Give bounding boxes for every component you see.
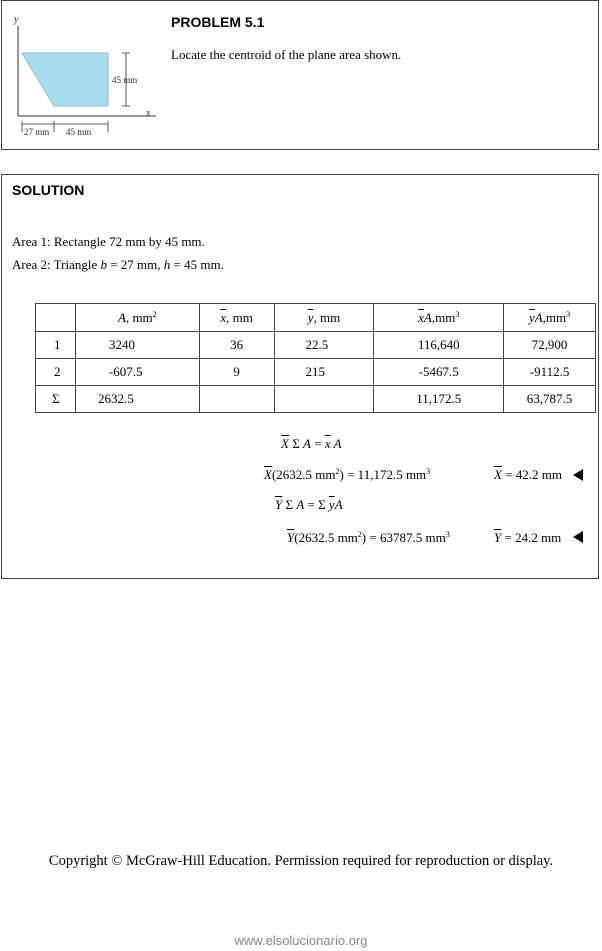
cell: 1 xyxy=(36,332,76,359)
centroid-figure xyxy=(8,10,168,140)
cell: 9 xyxy=(199,359,274,386)
cell: 36 xyxy=(199,332,274,359)
cell: 63,787.5 xyxy=(504,386,596,413)
cell: 11,172.5 xyxy=(374,386,504,413)
problem-statement: Locate the centroid of the plane area shown. xyxy=(171,47,402,62)
table-header-row xyxy=(36,304,596,332)
table-row xyxy=(36,332,596,359)
table-row xyxy=(36,386,596,413)
answer-marker-icon xyxy=(573,469,583,481)
table-row xyxy=(36,359,596,386)
cell: 22.5 xyxy=(274,332,374,359)
cell: -9112.5 xyxy=(504,359,596,386)
watermark-link[interactable]: www.elsolucionario.org xyxy=(234,933,368,948)
cell xyxy=(274,386,374,413)
answer-x: $\overline{X} = 42.2$ mm xyxy=(494,467,563,482)
base-dimension: 27 mm xyxy=(24,127,50,137)
problem-title: PROBLEM 5.1 xyxy=(171,14,265,30)
x-axis-label: x xyxy=(146,108,151,119)
plane-area-shape xyxy=(22,53,108,106)
area2-description: Area 2: Triangle b = 27 mm, h = 45 mm. xyxy=(12,257,224,272)
cell: -5467.5 xyxy=(374,359,504,386)
cell xyxy=(199,386,274,413)
cell: 3240 xyxy=(75,332,199,359)
cell: 72,900 xyxy=(504,332,596,359)
cell: -607.5 xyxy=(75,359,199,386)
header-xbar: $\overline{x}$, mm xyxy=(199,304,274,332)
centroid-table xyxy=(35,303,596,413)
equation-y-substituted: $\overline{Y}(2632.5$ $mm^2) = 63787.5$ $mm^3$ xyxy=(287,530,450,545)
copyright-notice: Copyright © McGraw-Hill Education. Permission required for reproduction or display. xyxy=(48,853,554,869)
cell: 2632.5 xyxy=(75,386,199,413)
width-dimension: 45 mm xyxy=(66,127,92,137)
height-dimension: 45 mm xyxy=(112,75,138,85)
area1-description: Area 1: Rectangle 72 mm by 45 mm. xyxy=(12,234,205,249)
header-area: A, $mm^2$ xyxy=(75,304,199,332)
header-ybar-a: $\overline{y}A,mm^3$ xyxy=(504,304,596,332)
cell: 116,640 xyxy=(374,332,504,359)
equation-y-general: $\overline{Y}$ Σ A = Σ $\overline{y}A$ xyxy=(275,497,343,512)
answer-y: $\overline{Y} = 24.2$ mm xyxy=(494,530,562,545)
cell: 2 xyxy=(36,359,76,386)
cell: Σ xyxy=(36,386,76,413)
equation-x-general: $\overline{X}$ Σ $A = \overline{x}$ A xyxy=(281,436,342,451)
header-ybar: $\overline{y}$, mm xyxy=(274,304,374,332)
solution-title: SOLUTION xyxy=(12,182,85,198)
header-xbar-a: $\overline{x}A,mm^3$ xyxy=(374,304,504,332)
equation-x-substituted: $\overline{X}(2632.5$ $mm^2) = 11,172.5$ $mm^3$ xyxy=(264,467,431,482)
y-axis-label: y xyxy=(14,14,19,25)
answer-marker-icon xyxy=(573,531,583,543)
cell: 215 xyxy=(274,359,374,386)
header-index xyxy=(36,304,76,332)
